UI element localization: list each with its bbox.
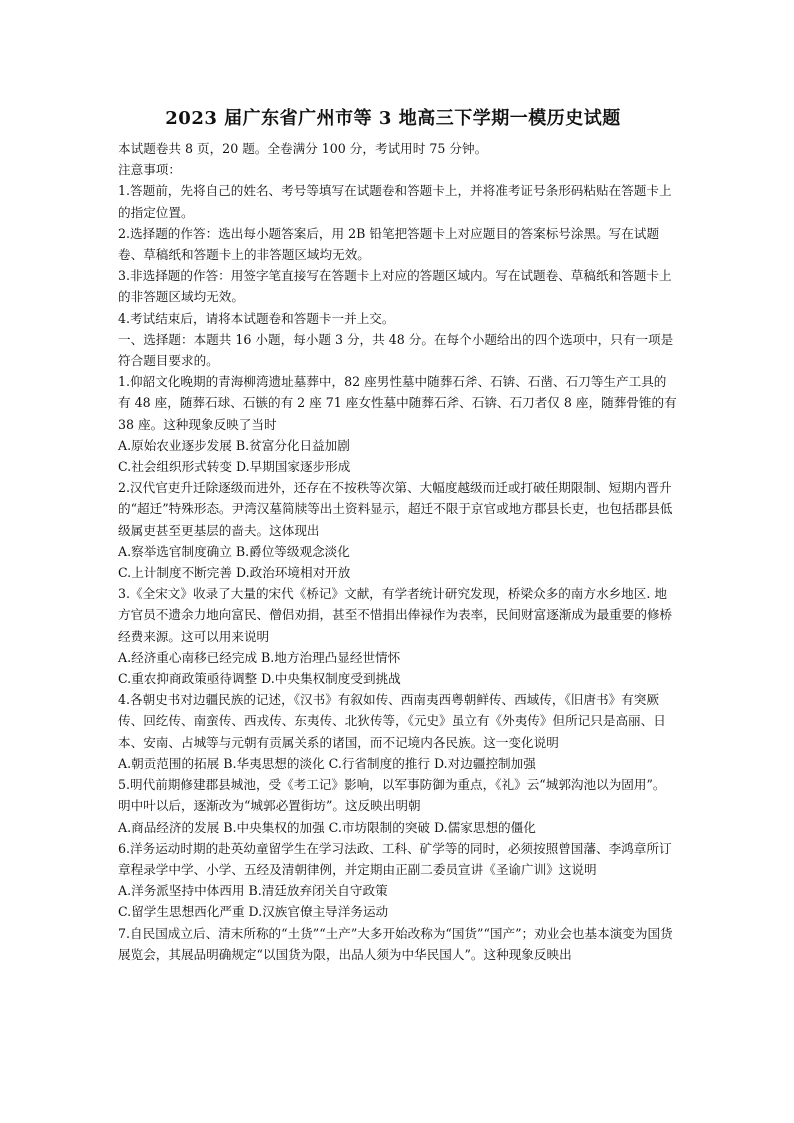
- question-stem: 1.仰韶文化晚期的青海柳湾遗址墓葬中，82 座男性墓中随葬石斧、石锛、石凿、石刀等生产工具的有 48 座，随葬石球、石镞的有 2 座 71 座女性墓中随葬石斧、石锛、石刀者仅 8 座，随葬骨锥的有 38 座。这种现象反映了当时: [118, 374, 677, 432]
- question-1: [118, 371, 678, 477]
- notice-item: 1.答题前，先将自己的姓名、考号等填写在试题卷和答题卡上，并将准考证号条形码粘贴在答题卡上的指定位置。: [118, 183, 672, 220]
- question-3: [118, 583, 678, 689]
- question-5: [118, 774, 678, 838]
- question-options: C.上计制度不断完善 D.政治环境相对开放: [118, 565, 351, 581]
- exam-page: [118, 104, 678, 965]
- intro-text: 本试题卷共 8 页，20 题。全卷满分 100 分，考试用时 75 分钟。: [118, 141, 488, 156]
- section-heading: 一、选择题：本题共 16 小题，每小题 3 分，共 48 分。在每个小题给出的四个选项中，只有一项是符合题目要求的。: [118, 331, 674, 369]
- question-options: A.洋务派坚持中体西用 B.清廷放弃闭关自守政策: [118, 883, 388, 899]
- question-stem: 7.自民国成立后、清末所称的“土货”“土产”大多开始改称为“国货”“国产”；劝业会也基本演变为国货展览会，其展品明确规定“以国货为限，出品人须为中华民国人”。这种现象反映出: [118, 925, 673, 962]
- question-options: A.察举选官制度确立 B.爵位等级观念淡化: [118, 543, 350, 559]
- notice-heading: 注意事项：: [118, 162, 181, 178]
- notice-item: 3.非选择题的作答：用签字笔直接写在答题卡上对应的答题区域内。写在试题卷、草稿纸和答题卡上的非答题区域均无效。: [118, 268, 672, 305]
- question-stem: 2.汉代官吏升迁除逐级而进外，还存在不按秩等次第、大幅度越级而迁或打破任期限制、短期内晋升的“超迁”特殊形态。尹湾汉墓简牍等出土资料显示，超迁不限于京官或地方郡县长吏，也包括郡县低级属吏甚至更基层的啬夫。这体现出: [118, 480, 673, 538]
- question-options: A.商品经济的发展 B.中央集权的加强 C.市坊限制的突破 D.儒家思想的僵化: [118, 819, 536, 835]
- question-stem: 3.《全宋文》收录了大量的宋代《桥记》文献，有学者统计研究发现，桥梁众多的南方水乡地区. 地方官员不遗余力地向富民、僧侣劝捐，甚至不惜捐出俸禄作为表率，民间财富逐渐成为最重要的修桥经费来源。这可以用来说明: [118, 586, 673, 644]
- question-options: A.朝贡范围的拓展 B.华夷思想的淡化 C.行省制度的推行 D.对边疆控制加强: [118, 755, 536, 771]
- question-options: A.原始农业逐步发展 B.贫富分化日益加剧: [118, 437, 350, 453]
- question-options: C.重农抑商政策亟待调整 D.中央集权制度受到挑战: [118, 671, 401, 687]
- question-stem: 5.明代前期修建郡县城池，受《考工记》影响，以军事防御为重点，《礼》云“城郭沟池以为固用”。明中叶以后，逐渐改为“城郭必置街坊”。这反映出明朝: [118, 777, 666, 814]
- question-7: [118, 923, 678, 965]
- notice-item: 2.选择题的作答：选出每小题答案后，用 2B 铅笔把答题卡上对应题目的答案标号涂黑。写在试题卷、草稿纸和答题卡上的非答题区域均无效。: [118, 225, 660, 263]
- question-stem: 6.洋务运动时期的赴英幼童留学生在学习法政、工科、矿学等的同时，必须按照曾国藩、李鸿章所订章程录学中学、小学、五经及清朝律例，并定期由正副二委员宣讲《圣谕广训》这说明: [118, 840, 672, 877]
- question-6: [118, 838, 678, 923]
- question-options: C.留学生思想西化严重 D.汉族官僚主导洋务运动: [118, 904, 389, 920]
- page-title: 2023 届广东省广州市等 3 地高三下学期一模历史试题: [165, 108, 621, 129]
- question-stem: 4.各朝史书对边疆民族的记述，《汉书》有叙如传、西南夷西粤朝鲜传、西域传，《旧唐书》有突厥传、回纥传、南蛮传、西戎传、东夷传、北狄传等，《元史》虽立有《外夷传》但所记只是高丽、日本、安南、占城等与元朝有贡属关系的诸国，而不记境内各民族。这一变化说明: [118, 692, 666, 750]
- question-2: [118, 477, 678, 583]
- notice-item: 4.考试结束后，请将本试题卷和答题卡一并上交。: [118, 310, 395, 326]
- question-options: C.社会组织形式转变 D.早期国家逐步形成: [118, 459, 351, 475]
- question-4: [118, 689, 678, 774]
- question-options: A.经济重心南移已经完成 B.地方治理凸显经世情怀: [118, 649, 401, 665]
